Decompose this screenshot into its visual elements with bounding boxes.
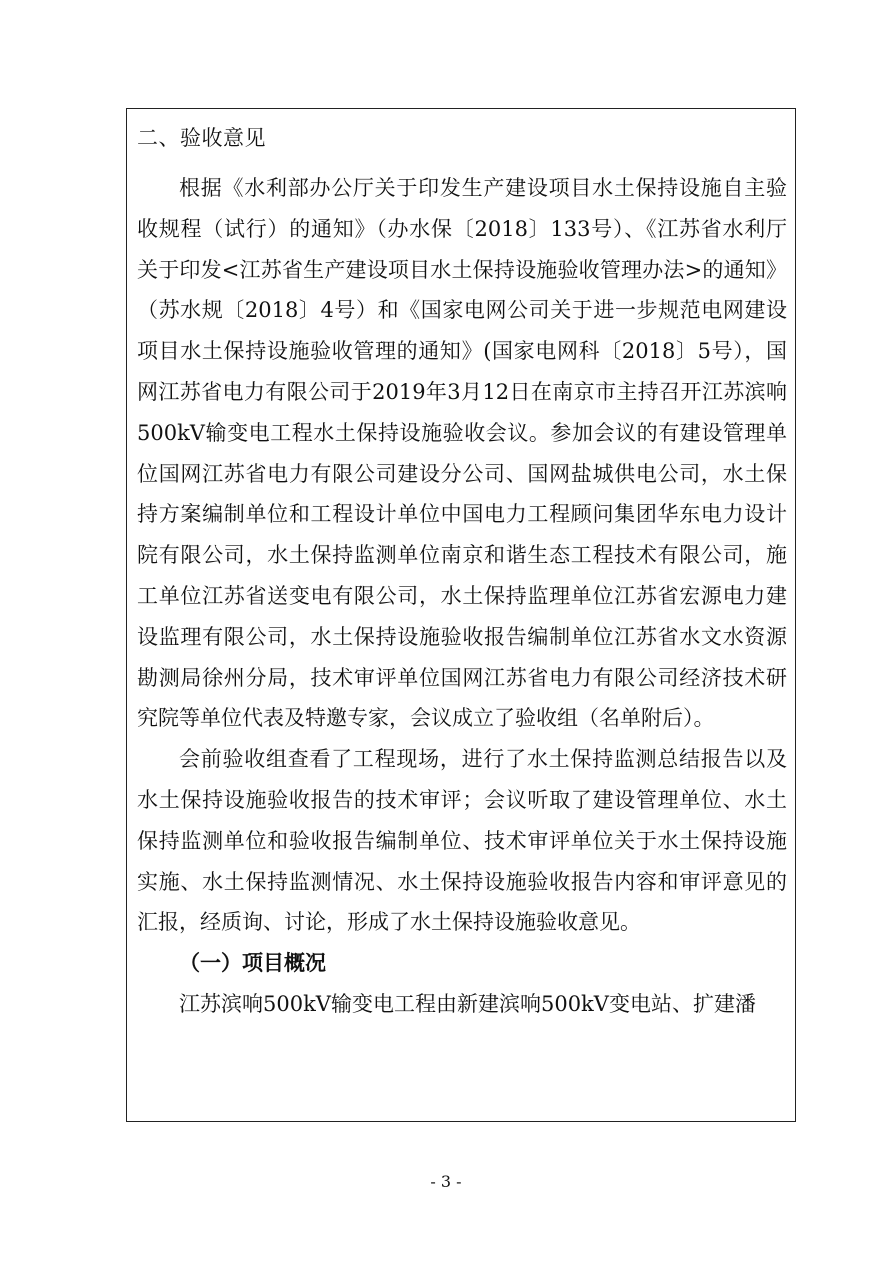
body-text bbox=[137, 168, 787, 1025]
section-heading: 二、验收意见 bbox=[137, 126, 266, 150]
page-number: - 3 - bbox=[430, 1172, 462, 1191]
paragraph-meeting-process: 会前验收组查看了工程现场，进行了水土保持监测总结报告以及水土保持设施验收报告的技术审评；会议听取了建设管理单位、水土保持监测单位和验收报告编制单位、技术审评单位关于水土保持设施实施、水土保持监测情况、水土保持设施验收报告内容和审评意见的汇报，经质询、讨论，形成了水土保持设施验收意见。 bbox=[137, 747, 787, 935]
document-content-box bbox=[126, 108, 796, 1122]
subsection-heading-project-overview: （一）项目概况 bbox=[179, 951, 326, 976]
paragraph-acceptance-basis: 根据《水利部办公厅关于印发生产建设项目水土保持设施自主验收规程（试行）的通知》（办水保〔2018〕133号）、《江苏省水利厅关于印发<江苏省生产建设项目水土保持设施验收管理办法>的通知》（苏水规〔2018〕4号）和《国家电网公司关于进一步规范电网建设项目水土保持设施验收管理的通知》(国家电网科〔2018〕5号），国网江苏省电力有限公司于2019年3月12日在南京市主持召开江苏滨响500kV输变电工程水土保持设施验收会议。参加会议的有建设管理单位国网江苏省电力有限公司建设分公司、国网盐城供电公司，水土保持方案编制单位和工程设计单位中国电力工程顾问集团华东电力设计院有限公司，水土保持监测单位南京和谐生态工程技术有限公司，施工单位江苏省送变电有限公司，水土保持监理单位江苏省宏源电力建设监理有限公司，水土保持设施验收报告编制单位江苏省水文水资源勘测局徐州分局，技术审评单位国网江苏省电力有限公司经济技术研究院等单位代表及特邀专家，会议成立了验收组（名单附后）。 bbox=[137, 176, 787, 731]
paragraph-project-overview: 江苏滨响500kV输变电工程由新建滨响500kV变电站、扩建潘 bbox=[179, 991, 756, 1016]
